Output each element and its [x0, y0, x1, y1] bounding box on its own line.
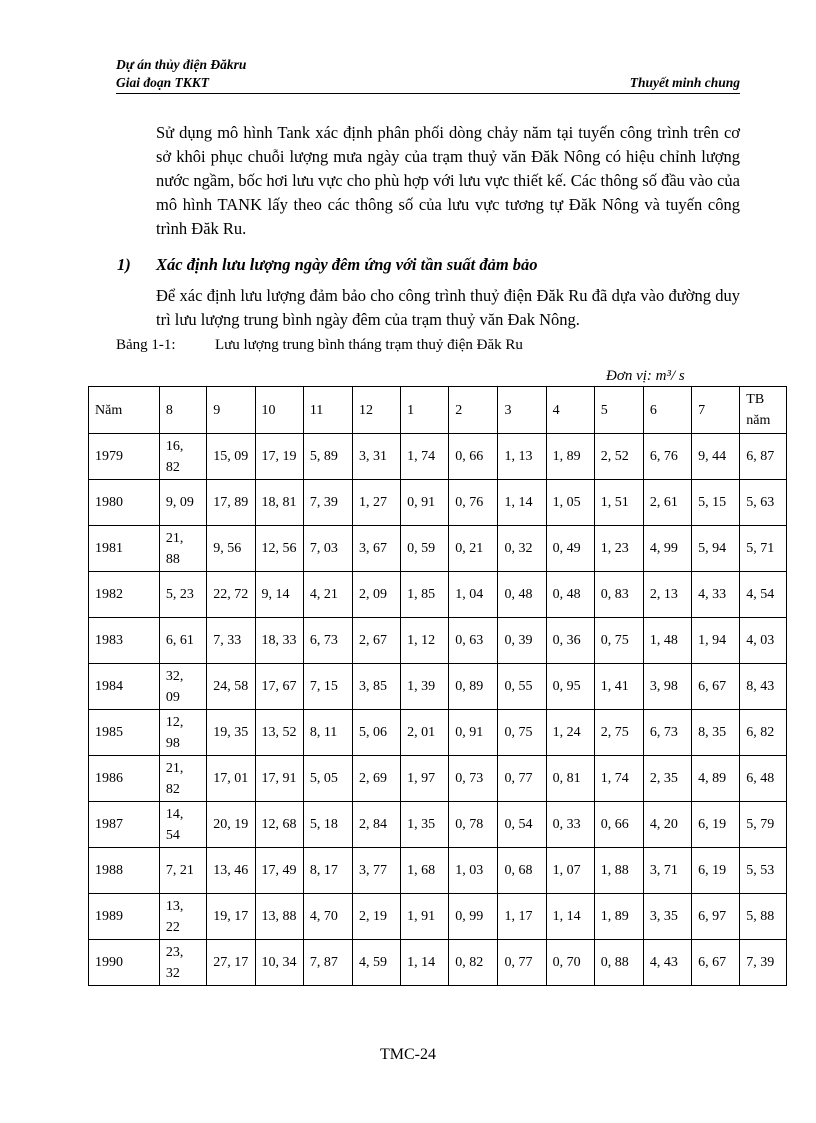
table-caption: [116, 337, 523, 354]
table-cell: 22, 72: [207, 572, 255, 618]
year-cell: 1986: [89, 756, 160, 802]
table-cell: 7, 15: [303, 664, 352, 710]
table-cell: 1, 48: [643, 618, 691, 664]
table-cell: 0, 76: [449, 480, 498, 526]
section-heading: [117, 255, 538, 275]
table-cell: 2, 01: [401, 710, 449, 756]
table-header-cell: 6: [643, 387, 691, 434]
year-cell: 1980: [89, 480, 160, 526]
table-cell: 1, 35: [401, 802, 449, 848]
table-cell: 1, 74: [401, 434, 449, 480]
table-cell: 2, 13: [643, 572, 691, 618]
table-row: [89, 848, 787, 894]
table-cell: 2, 35: [643, 756, 691, 802]
section-title: Xác định lưu lượng ngày đêm ứng với tần suất đảm bảo: [156, 255, 538, 274]
table-cell: 7, 33: [207, 618, 255, 664]
table-cell: 5, 88: [740, 894, 787, 940]
table-cell: 1, 74: [594, 756, 643, 802]
table-cell: 6, 19: [692, 848, 740, 894]
table-cell: 0, 48: [498, 572, 546, 618]
table-row: [89, 756, 787, 802]
year-cell: 1981: [89, 526, 160, 572]
table-cell: 1, 04: [449, 572, 498, 618]
year-cell: 1979: [89, 434, 160, 480]
table-cell: 17, 01: [207, 756, 255, 802]
table-cell: 8, 35: [692, 710, 740, 756]
year-cell: 1985: [89, 710, 160, 756]
table-cell: 6, 61: [159, 618, 206, 664]
table-cell: 1, 68: [401, 848, 449, 894]
table-cell: 1, 12: [401, 618, 449, 664]
table-cell: 1, 88: [594, 848, 643, 894]
flow-table: [88, 386, 787, 986]
table-cell: 0, 81: [546, 756, 594, 802]
table-cell: 0, 75: [498, 710, 546, 756]
table-cell: 0, 32: [498, 526, 546, 572]
table-header-cell: 3: [498, 387, 546, 434]
table-cell: 1, 39: [401, 664, 449, 710]
table-cell: 2, 61: [643, 480, 691, 526]
table-cell: 2, 19: [352, 894, 400, 940]
table-cell: 2, 75: [594, 710, 643, 756]
table-cell: 1, 23: [594, 526, 643, 572]
table-cell: 9, 14: [255, 572, 303, 618]
page-number: TMC-24: [380, 1046, 436, 1063]
table-cell: 7, 39: [303, 480, 352, 526]
table-header-cell: 10: [255, 387, 303, 434]
table-cell: 8, 17: [303, 848, 352, 894]
table-caption-text: Lưu lượng trung bình tháng trạm thuỷ điện Đăk Ru: [215, 337, 523, 353]
year-cell: 1983: [89, 618, 160, 664]
table-header-cell: 12: [352, 387, 400, 434]
table-cell: 9, 56: [207, 526, 255, 572]
table-cell: 1, 03: [449, 848, 498, 894]
table-cell: 4, 99: [643, 526, 691, 572]
table-cell: 18, 81: [255, 480, 303, 526]
table-cell: 5, 06: [352, 710, 400, 756]
table-cell: 0, 73: [449, 756, 498, 802]
table-cell: 1, 27: [352, 480, 400, 526]
header-doc-title: Thuyết minh chung: [629, 75, 740, 90]
table-cell: 3, 71: [643, 848, 691, 894]
table-cell: 15, 09: [207, 434, 255, 480]
table-header-cell: 1: [401, 387, 449, 434]
table-cell: 7, 39: [740, 940, 787, 986]
header-phase: Giai đoạn TKKT: [116, 75, 210, 90]
table-cell: 0, 77: [498, 756, 546, 802]
table-cell: 2, 52: [594, 434, 643, 480]
table-cell: 24, 58: [207, 664, 255, 710]
year-cell: 1988: [89, 848, 160, 894]
table-cell: 0, 55: [498, 664, 546, 710]
table-cell: 7, 87: [303, 940, 352, 986]
table-cell: 17, 89: [207, 480, 255, 526]
table-cell: 0, 66: [594, 802, 643, 848]
table-cell: 19, 17: [207, 894, 255, 940]
table-cell: 8, 11: [303, 710, 352, 756]
table-cell: 0, 83: [594, 572, 643, 618]
table-header-cell: 11: [303, 387, 352, 434]
table-cell: 0, 95: [546, 664, 594, 710]
table-cell: 4, 33: [692, 572, 740, 618]
table-cell: 1, 94: [692, 618, 740, 664]
table-cell: 0, 88: [594, 940, 643, 986]
table-header-row: [89, 387, 787, 434]
page-header: [116, 56, 740, 92]
table-cell: 6, 67: [692, 940, 740, 986]
table-cell: 0, 91: [449, 710, 498, 756]
table-cell: 2, 67: [352, 618, 400, 664]
table-cell: 1, 97: [401, 756, 449, 802]
table-cell: 0, 89: [449, 664, 498, 710]
table-cell: 0, 78: [449, 802, 498, 848]
table-cell: 0, 54: [498, 802, 546, 848]
table-cell: 6, 48: [740, 756, 787, 802]
table-cell: 32, 09: [159, 664, 206, 710]
table-row: [89, 940, 787, 986]
table-cell: 0, 91: [401, 480, 449, 526]
table-cell: 6, 82: [740, 710, 787, 756]
table-cell: 17, 19: [255, 434, 303, 480]
table-cell: 5, 79: [740, 802, 787, 848]
table-cell: 4, 54: [740, 572, 787, 618]
table-cell: 5, 18: [303, 802, 352, 848]
table-cell: 2, 69: [352, 756, 400, 802]
unit-label: Đơn vị: m³/ s: [606, 368, 685, 384]
table-cell: 23, 32: [159, 940, 206, 986]
table-cell: 21, 82: [159, 756, 206, 802]
table-cell: 17, 49: [255, 848, 303, 894]
table-cell: 0, 82: [449, 940, 498, 986]
table-cell: 13, 52: [255, 710, 303, 756]
table-cell: 5, 89: [303, 434, 352, 480]
table-row: [89, 618, 787, 664]
year-cell: 1982: [89, 572, 160, 618]
table-cell: 4, 43: [643, 940, 691, 986]
table-cell: 1, 14: [498, 480, 546, 526]
table-cell: 1, 07: [546, 848, 594, 894]
table-cell: 1, 85: [401, 572, 449, 618]
table-header-cell: 8: [159, 387, 206, 434]
table-cell: 13, 22: [159, 894, 206, 940]
table-cell: 2, 09: [352, 572, 400, 618]
table-cell: 0, 99: [449, 894, 498, 940]
table-cell: 12, 98: [159, 710, 206, 756]
table-cell: 0, 48: [546, 572, 594, 618]
table-cell: 0, 75: [594, 618, 643, 664]
table-cell: 9, 44: [692, 434, 740, 480]
table-cell: 5, 15: [692, 480, 740, 526]
table-row: [89, 802, 787, 848]
table-row: [89, 434, 787, 480]
table-cell: 5, 94: [692, 526, 740, 572]
table-cell: 19, 35: [207, 710, 255, 756]
table-row: [89, 664, 787, 710]
table-cell: 1, 89: [594, 894, 643, 940]
table-cell: 4, 89: [692, 756, 740, 802]
table-cell: 14, 54: [159, 802, 206, 848]
table-cell: 1, 51: [594, 480, 643, 526]
table-cell: 1, 89: [546, 434, 594, 480]
table-cell: 13, 88: [255, 894, 303, 940]
table-cell: 7, 03: [303, 526, 352, 572]
table-cell: 0, 63: [449, 618, 498, 664]
table-row: [89, 894, 787, 940]
table-cell: 8, 43: [740, 664, 787, 710]
table-cell: 0, 66: [449, 434, 498, 480]
table-row: [89, 480, 787, 526]
table-cell: 1, 05: [546, 480, 594, 526]
header-project: Dự án thủy điện Đăkru: [116, 57, 247, 72]
table-cell: 17, 91: [255, 756, 303, 802]
table-cell: 4, 20: [643, 802, 691, 848]
table-cell: 3, 98: [643, 664, 691, 710]
table-cell: 5, 63: [740, 480, 787, 526]
table-row: [89, 526, 787, 572]
table-header-cell: 4: [546, 387, 594, 434]
table-cell: 6, 19: [692, 802, 740, 848]
header-divider: [116, 93, 740, 94]
section-number: 1): [117, 255, 131, 274]
year-cell: 1989: [89, 894, 160, 940]
year-cell: 1987: [89, 802, 160, 848]
table-cell: 3, 77: [352, 848, 400, 894]
table-cell: 0, 77: [498, 940, 546, 986]
table-header-cell: 7: [692, 387, 740, 434]
year-cell: 1990: [89, 940, 160, 986]
table-cell: 0, 49: [546, 526, 594, 572]
table-cell: 0, 21: [449, 526, 498, 572]
method-paragraph: Để xác định lưu lượng đảm bảo cho công trình thuỷ điện Đăk Ru đã dựa vào đường duy trì lưu lượng trung bình ngày đêm của trạm thuỷ văn Đak Nông.: [156, 286, 740, 329]
table-cell: 21, 88: [159, 526, 206, 572]
table-header-cell: 9: [207, 387, 255, 434]
table-cell: 13, 46: [207, 848, 255, 894]
table-header-cell: 5: [594, 387, 643, 434]
table-cell: 27, 17: [207, 940, 255, 986]
table-row: [89, 572, 787, 618]
table-cell: 2, 84: [352, 802, 400, 848]
table-cell: 1, 14: [401, 940, 449, 986]
table-cell: 4, 03: [740, 618, 787, 664]
table-cell: 0, 68: [498, 848, 546, 894]
table-cell: 5, 71: [740, 526, 787, 572]
table-cell: 1, 91: [401, 894, 449, 940]
table-cell: 6, 73: [303, 618, 352, 664]
table-cell: 3, 31: [352, 434, 400, 480]
table-cell: 0, 70: [546, 940, 594, 986]
table-cell: 5, 23: [159, 572, 206, 618]
table-cell: 6, 67: [692, 664, 740, 710]
table-header-cell: 2: [449, 387, 498, 434]
table-caption-label: Bảng 1-1:: [116, 337, 176, 353]
table-cell: 0, 36: [546, 618, 594, 664]
table-cell: 6, 87: [740, 434, 787, 480]
table-row: [89, 710, 787, 756]
table-cell: 3, 85: [352, 664, 400, 710]
table-cell: 1, 17: [498, 894, 546, 940]
table-cell: 3, 35: [643, 894, 691, 940]
table-cell: 7, 21: [159, 848, 206, 894]
table-header-cell: Năm: [89, 387, 160, 434]
table-cell: 0, 33: [546, 802, 594, 848]
table-cell: 3, 67: [352, 526, 400, 572]
table-cell: 1, 13: [498, 434, 546, 480]
table-cell: 4, 21: [303, 572, 352, 618]
table-cell: 10, 34: [255, 940, 303, 986]
table-cell: 6, 76: [643, 434, 691, 480]
table-cell: 4, 59: [352, 940, 400, 986]
table-cell: 9, 09: [159, 480, 206, 526]
table-cell: 0, 39: [498, 618, 546, 664]
table-cell: 5, 05: [303, 756, 352, 802]
table-header-cell: TB năm: [740, 387, 787, 434]
table-cell: 4, 70: [303, 894, 352, 940]
intro-paragraph: Sử dụng mô hình Tank xác định phân phối dòng chảy năm tại tuyến công trình trên cơ sở khôi phục chuỗi lượng mưa ngày của trạm thuỷ văn Đăk Nông có hiệu chỉnh lượng nước ngầm, bốc hơi lưu vực cho phù hợp với lưu vực thiết kế. Các thông số đầu vào của mô hình TANK lấy theo các thông số của lưu vực tương tự Đăk Nông và tuyến công trình Đăk Ru.: [156, 123, 740, 238]
table-cell: 6, 73: [643, 710, 691, 756]
table-cell: 1, 24: [546, 710, 594, 756]
table-cell: 5, 53: [740, 848, 787, 894]
table-cell: 20, 19: [207, 802, 255, 848]
year-cell: 1984: [89, 664, 160, 710]
table-cell: 16, 82: [159, 434, 206, 480]
table-cell: 6, 97: [692, 894, 740, 940]
table-cell: 17, 67: [255, 664, 303, 710]
table-cell: 12, 68: [255, 802, 303, 848]
table-cell: 18, 33: [255, 618, 303, 664]
table-cell: 0, 59: [401, 526, 449, 572]
table-cell: 1, 14: [546, 894, 594, 940]
table-cell: 1, 41: [594, 664, 643, 710]
table-cell: 12, 56: [255, 526, 303, 572]
